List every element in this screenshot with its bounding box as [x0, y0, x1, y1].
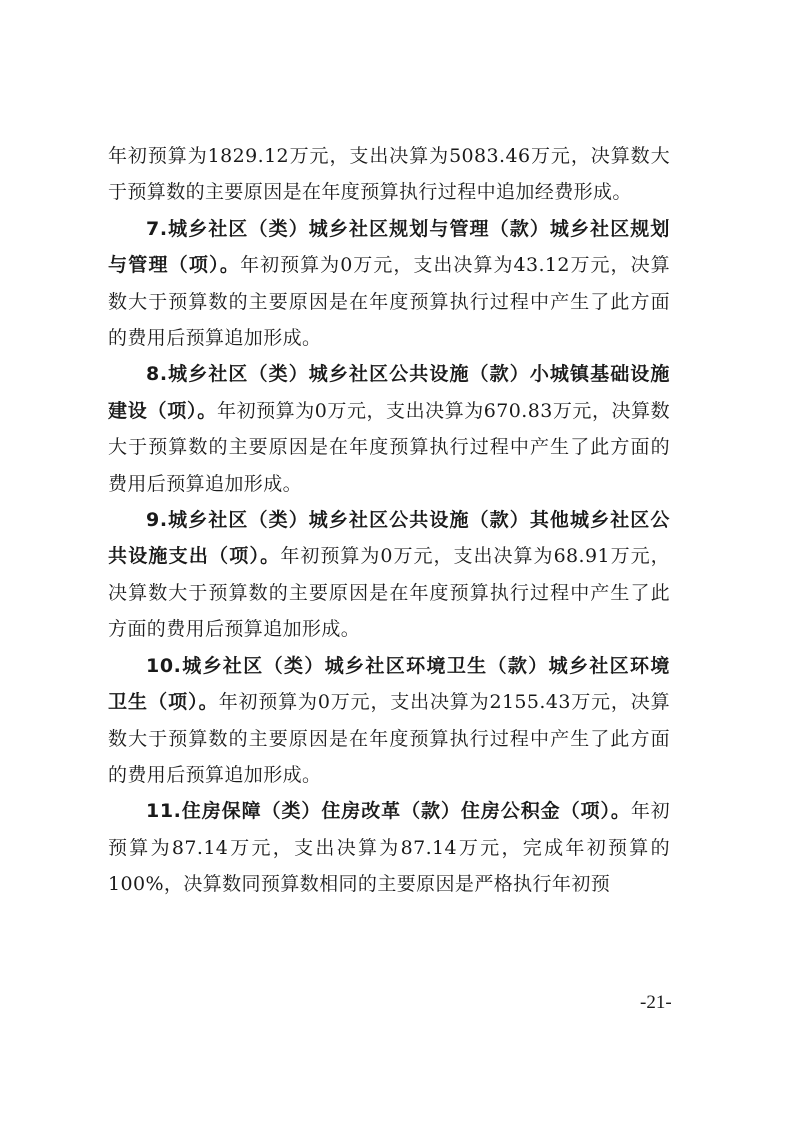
item-heading: 7.城乡社区（类）城乡社区规划与管理（款）城乡社区规划与管理（项）。	[108, 217, 670, 277]
paragraph-body: 年初预算为87.14万元，支出决算为87.14万元，完成年初预算的100%，决算数同预算数相同的主要原因是严格执行年初预	[108, 800, 670, 896]
paragraph-body: 年初预算为0万元，支出决算为43.12万元，决算数大于预算数的主要原因是在年度预算执行过程中产生了此方面的费用后预算追加形成。	[108, 254, 671, 350]
paragraph-body: 年初预算为0万元，支出决算为2155.43万元，决算数大于预算数的主要原因是在年度预算执行过程中产生了此方面的费用后预算追加形成。	[108, 691, 670, 786]
paragraph-body: 年初预算为0万元，支出决算为670.83万元，决算数大于预算数的主要原因是在年度预算执行过程中产生了此方面的费用后预算追加形成。	[108, 399, 670, 495]
item-heading: 10.城乡社区（类）城乡社区环境卫生（款）城乡社区环境卫生（项）。	[108, 654, 670, 714]
item-heading: 9.城乡社区（类）城乡社区公共设施（款）其他城乡社区公共设施支出（项）。	[108, 509, 670, 568]
paragraph-item-9	[108, 502, 670, 648]
item-heading: 8.城乡社区（类）城乡社区公共设施（款）小城镇基础设施建设（项）。	[108, 363, 670, 422]
paragraph-body: 年初预算为0万元，支出决算为68.91万元，决算数大于预算数的主要原因是在年度预算执行过程中产生了此方面的费用后预算追加形成。	[108, 545, 670, 641]
page-number: -21-	[640, 992, 672, 1013]
paragraph-body: 年初预算为1829.12万元，支出决算为5083.46万元，决算数大于预算数的主要原因是在年度预算执行过程中追加经费形成。	[108, 145, 670, 204]
paragraph-item-7	[108, 211, 670, 357]
paragraph-item-10	[108, 648, 670, 794]
paragraph-continuation	[108, 138, 670, 211]
document-page	[108, 138, 670, 903]
item-heading: 11.住房保障（类）住房改革（款）住房公积金（项）。	[146, 800, 631, 823]
paragraph-item-8	[108, 356, 670, 502]
paragraph-item-11	[108, 793, 670, 902]
